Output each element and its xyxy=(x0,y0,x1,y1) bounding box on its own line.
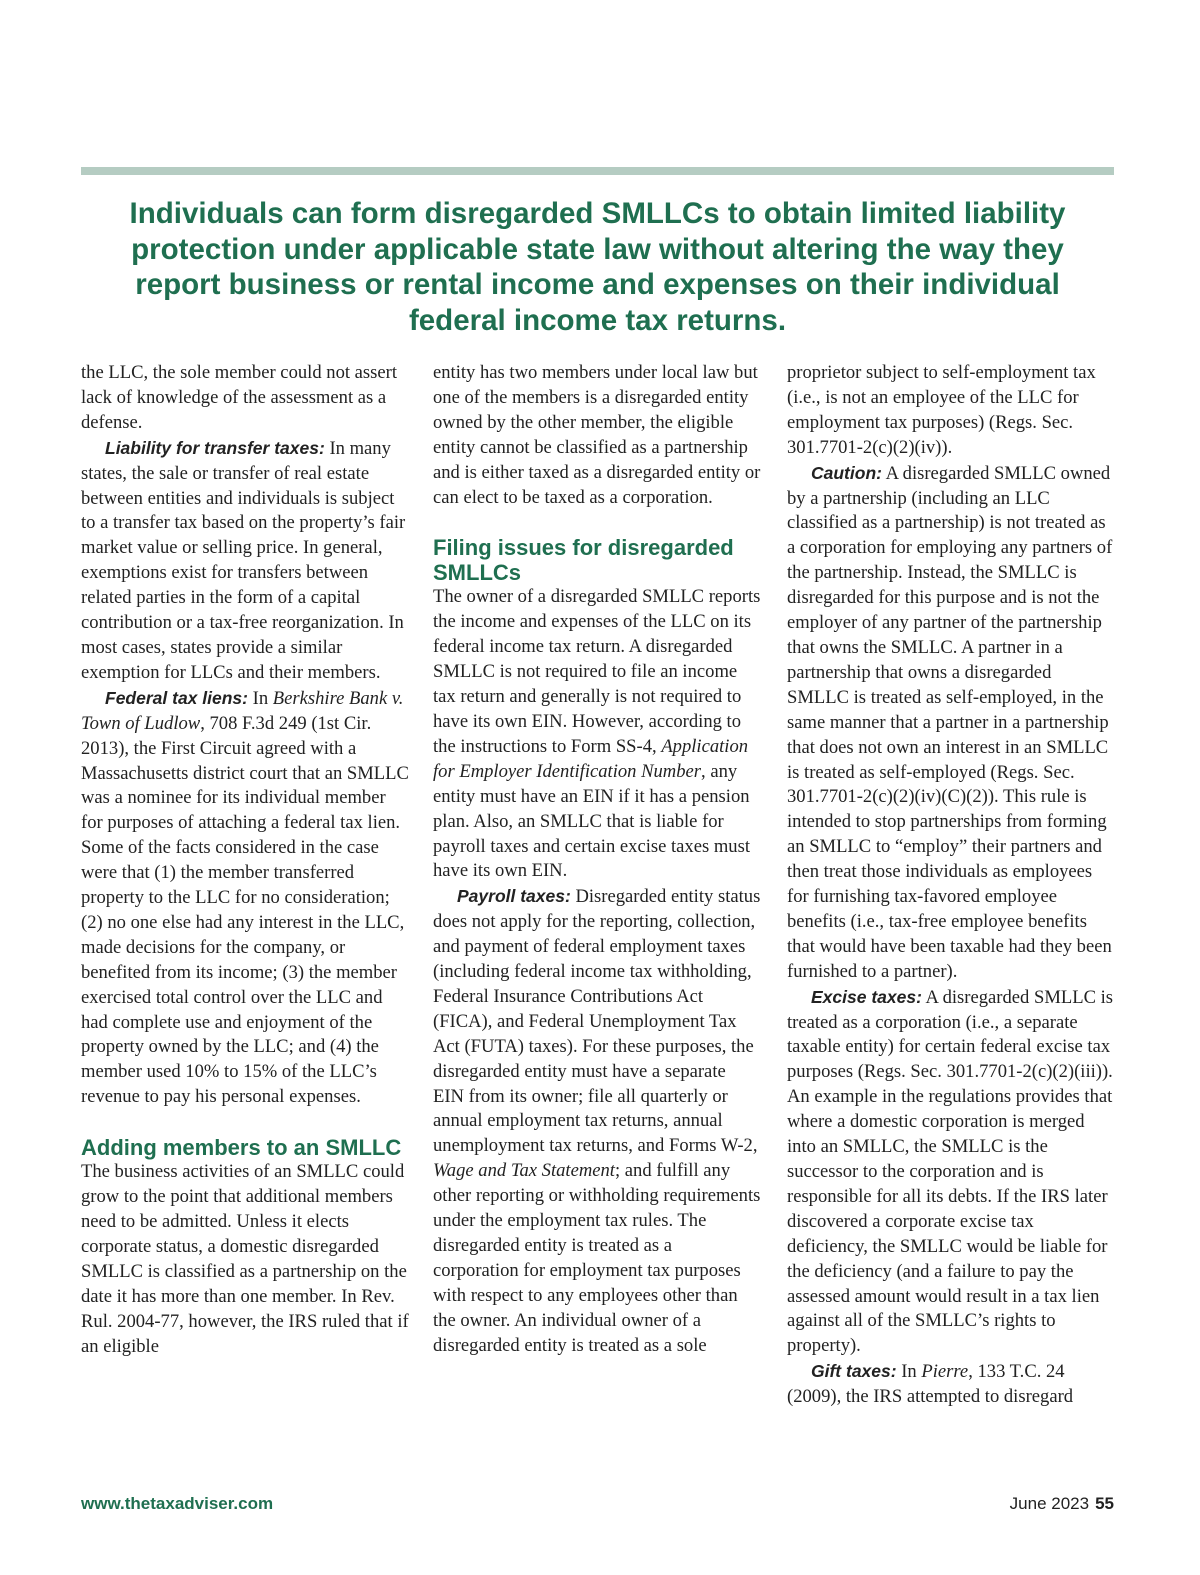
footer-page-info xyxy=(1010,1494,1114,1514)
form-title: Application for Employer Identification Number xyxy=(433,735,749,782)
paragraph: proprietor subject to self-employment tax (i.e., is not an employee of the LLC for employment tax purposes) (Regs. Sec. 301.7701-2(c)(2)(iv)). xyxy=(787,362,1096,458)
paragraph-text: , any entity must have an EIN if it has a pension plan. Also, an SMLLC that is liable for payroll taxes and certain excise taxes must have its own EIN. xyxy=(433,760,751,882)
paragraph-excise-taxes xyxy=(787,985,1115,1360)
footer-date: June 2023 xyxy=(1009,1494,1090,1513)
paragraph-text: A disregarded SMLLC is treated as a corporation (i.e., a separate taxable entity) for certain federal excise tax purposes (Regs. Sec. 301.7701-2(c)(2)(iii)). An example in the regulations provides that where a domestic corporation is merged into an SMLLC, the SMLLC is the successor to the corporation and is responsible for all its debts. If the IRS later discovered a corporate excise tax deficiency, the SMLLC would be liable for the deficiency (and a failure to pay the assessed amount would result in a tax lien against all of the SMLLC’s rights to property). xyxy=(787,986,1114,1357)
paragraph-text: Disregarded entity status does not apply for the reporting, collection, and payment of federal employment taxes (including federal income tax withholding, Federal Insurance Contributions Act (FICA), and Federal Unemployment Tax Act (FUTA) taxes). For these purposes, the disregarded entity must have a separate EIN from its owner; file all quarterly or annual employment tax returns, annual unemployment tax returns, and Forms W-2, xyxy=(433,886,761,1157)
spacer xyxy=(433,510,761,535)
paragraph-caution xyxy=(787,461,1115,985)
run-in-heading: Excise taxes: xyxy=(811,986,922,1007)
paragraph-text: , 133 T.C. 24 (2009), the IRS attempted to disregard xyxy=(787,1361,1074,1408)
paragraph: entity has two members under local law but one of the members is a disregarded entity owned by the other member, the eligible entity cannot be classified as a partnership and is either taxed as a disregarded entity or can elect to be taxed as a corporation. xyxy=(433,362,761,508)
paragraph-text: The owner of a disregarded SMLLC reports the income and expenses of the LLC on its federal income tax return. A disregarded SMLLC is not required to file an income tax return and generally is not required to have its own EIN. However, according to the instructions to Form SS-4, xyxy=(433,586,761,757)
paragraph-text: In xyxy=(247,687,273,709)
paragraph-text: In many states, the sale or transfer of real estate between entities and individuals is subject to a transfer tax based on the property’s fair market value or selling price. In general, exemptions exist for transfers between related parties in the form of a capital contribution or a tax-free reorganization. In most cases, states provide a similar exemption for LLCs and their members. xyxy=(81,437,406,683)
paragraph-payroll-taxes xyxy=(433,884,761,1358)
column-2 xyxy=(433,361,761,1359)
top-rule xyxy=(81,167,1114,175)
run-in-heading: Caution: xyxy=(811,462,882,483)
section-heading-filing-issues: Filing issues for disregarded SMLLCs xyxy=(433,535,734,586)
paragraph-filing xyxy=(433,585,761,884)
paragraph-gift-taxes xyxy=(787,1359,1115,1410)
case-name: Pierre xyxy=(921,1361,969,1383)
run-in-heading: Federal tax liens: xyxy=(105,687,248,708)
paragraph-transfer-taxes xyxy=(81,436,409,686)
run-in-heading: Payroll taxes: xyxy=(457,886,571,907)
paragraph-federal-tax-liens xyxy=(81,686,409,1110)
paragraph-text: ; and fulfill any other reporting or withholding requirements under the employment tax rules. The disregarded entity is treated as a corporation for employment tax purposes with respect to any employees other than the owner. An individual owner of a disregarded entity is treated as a sole xyxy=(433,1160,761,1356)
pull-quote: Individuals can form disregarded SMLLCs to obtain limited liability protection under applicable state law without altering the way they report business or rental income and expenses on their individual federal income tax returns. xyxy=(129,197,1066,337)
form-title: Wage and Tax Statement xyxy=(433,1160,615,1182)
paragraph: the LLC, the sole member could not assert lack of knowledge of the assessment as a defense. xyxy=(81,362,398,433)
page-number: 55 xyxy=(1095,1494,1114,1513)
spacer xyxy=(81,1110,409,1135)
paragraph-text: , 708 F.3d 249 (1st Cir. 2013), the First Circuit agreed with a Massachusetts district court that an SMLLC was a nominee for its individual member for purposes of attaching a federal tax lien. Some of the facts considered in the case were that (1) the member transferred property to the LLC for no consideration; (2) no one else had any interest in the LLC, made decisions for the company, or benefited from its income; (3) the member exercised total control over the LLC and had complete use and enjoyment of the property owned by the LLC; and (4) the member used 10% to 15% of the LLC’s revenue to pay his personal expenses. xyxy=(81,712,409,1108)
paragraph-text: In xyxy=(896,1361,922,1383)
paragraph-text: A disregarded SMLLC owned by a partnership (including an LLC classified as a partnership) is not treated as a corporation for employing any partners of the partnership. Instead, the SMLLC is disregarded for this purpose and is not the employer of any partner of the partnership that owns the SMLLC. A partner in a partnership that owns a disregarded SMLLC is treated as self-employed, in the same manner that a partner in a partnership that does not own an interest in an SMLLC is treated as self-employed (Regs. Sec. 301.7701-2(c)(2)(iv)(C)(2)). This rule is intended to stop partnerships from forming an SMLLC to “employ” their partners and then treat those individuals as employees for furnishing tax-favored employee benefits (i.e., tax-free employee benefits that would have been taxable had they been furnished to a partner). xyxy=(787,462,1113,982)
footer-url: www.thetaxadviser.com xyxy=(81,1494,274,1513)
run-in-heading: Liability for transfer taxes: xyxy=(105,437,325,458)
paragraph: The business activities of an SMLLC could grow to the point that additional members need to be admitted. Unless it elects corporate status, a domestic disregarded SMLLC is classified as a partnership on the date it has more than one member. In Rev. Rul. 2004-77, however, the IRS ruled that if an eligible xyxy=(81,1161,409,1357)
section-heading-adding-members: Adding members to an SMLLC xyxy=(81,1135,402,1161)
case-name: Berkshire Bank v. Town of Ludlow xyxy=(81,687,404,734)
run-in-heading: Gift taxes: xyxy=(811,1361,897,1382)
column-3 xyxy=(787,361,1115,1410)
column-1 xyxy=(81,361,409,1359)
